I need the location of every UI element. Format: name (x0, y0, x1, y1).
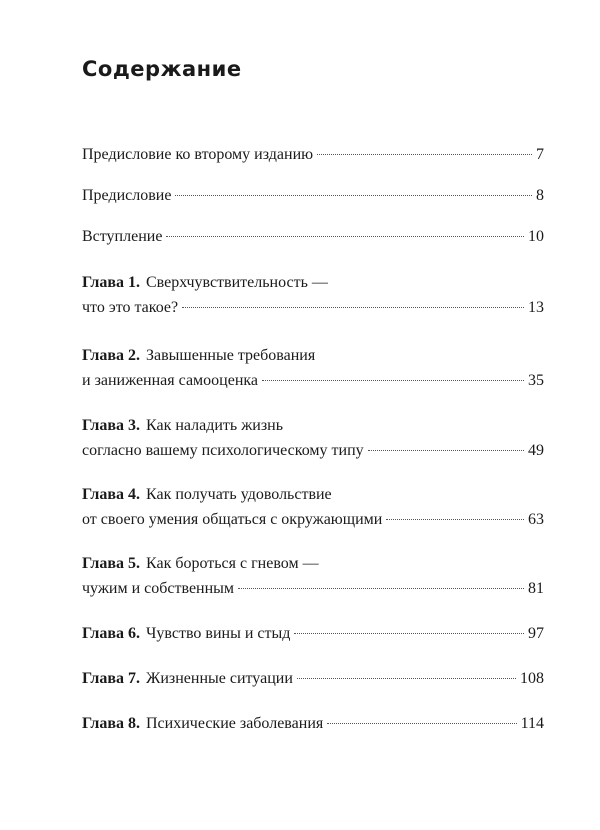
toc-page-number: 8 (536, 187, 544, 204)
chapter-label: Глава 3. (82, 417, 140, 434)
toc-entry-text: Сверхчувствительность — (146, 274, 328, 291)
dot-leader (297, 678, 516, 679)
chapter-label: Глава 8. (82, 715, 140, 732)
dot-leader (175, 195, 532, 196)
toc-page-number: 97 (528, 625, 544, 642)
toc-entry-line (82, 183, 544, 208)
toc-entry-text: Психические заболевания (146, 715, 324, 732)
toc-entry-line (82, 270, 544, 295)
toc-entry-text: Как наладить жизнь (146, 417, 284, 434)
toc-entry-line (82, 621, 544, 646)
toc-entry-text: Как бороться с гневом — (146, 555, 319, 572)
toc-entry-text: от своего умения общаться с окружающими (82, 511, 383, 528)
toc-entry-text: Завышенные требования (146, 347, 316, 364)
toc-entry-line (82, 551, 544, 576)
dot-leader (182, 307, 524, 308)
toc-entry (82, 224, 544, 249)
toc-page-number: 10 (528, 228, 544, 245)
toc-entry-text: Чувство вины и стыд (146, 625, 291, 642)
toc-entry (82, 621, 544, 646)
toc-entry-text: и заниженная самооценка (82, 372, 259, 389)
toc-entry (82, 413, 544, 463)
dot-leader (386, 519, 524, 520)
toc-entry-text: чужим и собственным (82, 580, 235, 597)
toc-entry (82, 142, 544, 167)
toc-page-number: 49 (528, 442, 544, 459)
toc-entry (82, 482, 544, 532)
toc-entry (82, 343, 544, 393)
dot-leader (166, 236, 524, 237)
toc-entry (82, 551, 544, 601)
toc-page-number: 7 (536, 146, 544, 163)
chapter-label: Глава 6. (82, 625, 140, 642)
toc-entry-line (82, 438, 544, 463)
toc-page-number: 13 (528, 299, 544, 316)
chapter-label: Глава 2. (82, 347, 140, 364)
toc-page-number: 35 (528, 372, 544, 389)
toc-entry-text: согласно вашему психологическому типу (82, 442, 364, 459)
toc-entry-line (82, 368, 544, 393)
dot-leader (238, 588, 524, 589)
toc-entry-text: Как получать удовольствие (146, 486, 332, 503)
toc-entry-line (82, 576, 544, 601)
page-title: Содержание (82, 57, 242, 81)
dot-leader (368, 450, 524, 451)
toc-entry-line (82, 482, 544, 507)
dot-leader (317, 154, 532, 155)
toc-entry-line (82, 413, 544, 438)
toc-entry-text: Предисловие (82, 187, 172, 204)
toc-entry-line (82, 295, 544, 320)
toc-page-number: 63 (528, 511, 544, 528)
toc-entry-text: Предисловие ко второму изданию (82, 146, 314, 163)
toc-entry (82, 270, 544, 320)
toc-entry (82, 711, 544, 736)
toc-entry (82, 183, 544, 208)
dot-leader (294, 633, 524, 634)
toc-page-number: 114 (520, 715, 544, 732)
chapter-label: Глава 4. (82, 486, 140, 503)
toc-entry-line (82, 711, 544, 736)
toc-entry-line (82, 142, 544, 167)
toc-page-number: 81 (528, 580, 544, 597)
chapter-label: Глава 5. (82, 555, 140, 572)
toc-entry-line (82, 666, 544, 691)
chapter-label: Глава 7. (82, 670, 140, 687)
toc-entry (82, 666, 544, 691)
chapter-label: Глава 1. (82, 274, 140, 291)
toc-entry-text: что это такое? (82, 299, 179, 316)
toc-entry-line (82, 507, 544, 532)
dot-leader (262, 380, 524, 381)
toc-entry-text: Вступление (82, 228, 163, 245)
toc-entry-text: Жизненные ситуации (146, 670, 293, 687)
toc-page-number: 108 (520, 670, 544, 687)
toc-entry-line (82, 343, 544, 368)
dot-leader (327, 723, 516, 724)
toc-entry-line (82, 224, 544, 249)
